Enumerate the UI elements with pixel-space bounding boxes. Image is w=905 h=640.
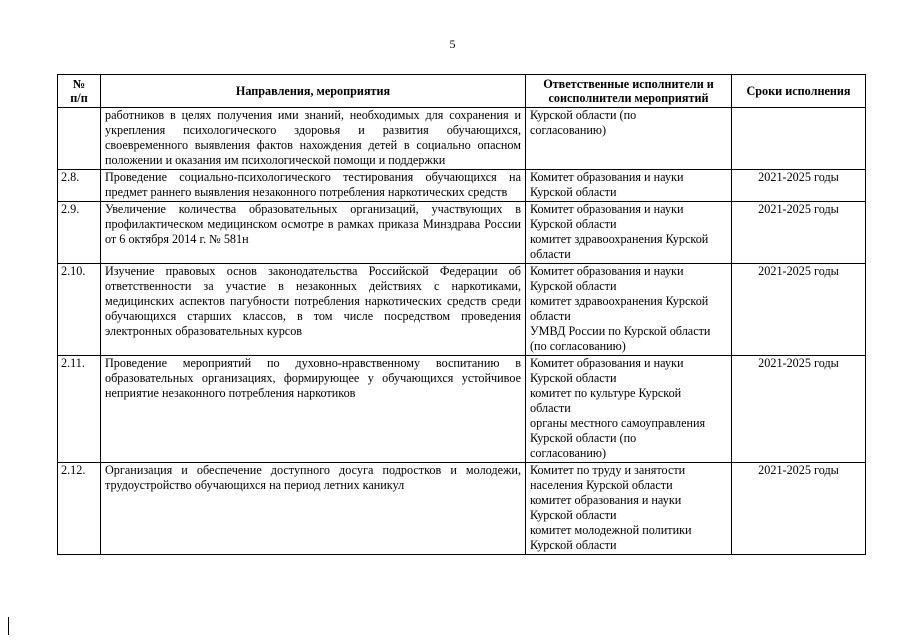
- row-number: 2.12.: [58, 463, 101, 555]
- row-number: 2.9.: [58, 202, 101, 264]
- table-row: [58, 108, 866, 170]
- responsible-line: Комитет образования и науки: [530, 264, 684, 278]
- responsible-line: Комитет образования и науки: [530, 356, 684, 370]
- row-number: 2.8.: [58, 170, 101, 202]
- responsible-line: комитет здравоохранения Курской: [530, 294, 709, 308]
- responsible-line: комитет молодежной политики: [530, 523, 692, 537]
- responsible-line: (по согласованию): [530, 339, 626, 353]
- responsible-line: области: [530, 247, 571, 261]
- page-edge-mark: [8, 617, 9, 635]
- header-direction: Направления, мероприятия: [101, 75, 526, 108]
- responsible-line: области: [530, 401, 571, 415]
- measures-table: [57, 74, 866, 555]
- responsible-line: Курской области (по: [530, 431, 637, 445]
- table-row: [58, 202, 866, 264]
- responsible-line: органы местного самоуправления: [530, 416, 706, 430]
- header-num: [58, 75, 101, 108]
- responsible-line: Курской области: [530, 185, 617, 199]
- page-number: 5: [449, 37, 456, 51]
- row-term: 2021-2025 годы: [732, 463, 866, 555]
- row-responsible: [526, 202, 732, 264]
- responsible-line: Курской области: [530, 538, 617, 552]
- responsible-line: Курской области: [530, 371, 617, 385]
- responsible-line: УМВД России по Курской области: [530, 324, 711, 338]
- responsible-line: Комитет образования и науки: [530, 170, 684, 184]
- header-num-line: п/п: [70, 91, 88, 105]
- table-body: [58, 108, 866, 555]
- row-direction: работников в целях получения ими знаний, необходимых для сохранения и укрепления психологического здоровья и развития обучающихся, своевременного выявления фактов нахождения детей в социально опасном положении и оказания им психологической помощи и поддержки: [101, 108, 526, 170]
- responsible-line: Курской области: [530, 217, 617, 231]
- responsible-line: Курской области (по: [530, 108, 637, 122]
- row-direction: Изучение правовых основ законодательства Российской Федерации об ответственности за участие в незаконных действиях с наркотиками, медицинских аспектов пагубности потребления наркотических средств среди обучающихся старших классов, в том числе посредством проведения электронных образовательных курсов: [101, 264, 526, 356]
- header-num-line: №: [72, 77, 86, 91]
- responsible-line: комитет по культуре Курской: [530, 386, 682, 400]
- row-responsible: [526, 170, 732, 202]
- table-row: [58, 356, 866, 463]
- responsible-line: области: [530, 309, 571, 323]
- header-terms: Сроки исполнения: [732, 75, 866, 108]
- responsible-line: населения Курской области: [530, 478, 673, 492]
- responsible-line: Курской области: [530, 279, 617, 293]
- responsible-line: комитет образования и науки: [530, 493, 682, 507]
- table-row: [58, 463, 866, 555]
- row-responsible: [526, 264, 732, 356]
- row-term: 2021-2025 годы: [732, 170, 866, 202]
- row-responsible: [526, 463, 732, 555]
- responsible-line: согласованию): [530, 446, 607, 460]
- row-number: [58, 108, 101, 170]
- responsible-line: Курской области: [530, 508, 617, 522]
- row-direction: Увеличение количества образовательных организаций, участвующих в профилактическом медицинском осмотре в рамках приказа Минздрава России от 6 октября 2014 г. № 581н: [101, 202, 526, 264]
- header-responsible-line: Ответственные исполнители и: [543, 77, 714, 91]
- responsible-line: Комитет по труду и занятости: [530, 463, 686, 477]
- responsible-line: Комитет образования и науки: [530, 202, 684, 216]
- row-direction: Проведение мероприятий по духовно-нравственному воспитанию в образовательных организациях, формирующее у обучающихся устойчивое неприятие незаконного потребления наркотиков: [101, 356, 526, 463]
- responsible-line: комитет здравоохранения Курской: [530, 232, 709, 246]
- row-responsible: [526, 108, 732, 170]
- row-direction: Проведение социально-психологического тестирования обучающихся на предмет раннего выявления незаконного потребления наркотических средств: [101, 170, 526, 202]
- row-term: 2021-2025 годы: [732, 356, 866, 463]
- header-responsible-line: соисполнители мероприятий: [548, 91, 709, 105]
- table-row: [58, 170, 866, 202]
- header-responsible: [526, 75, 732, 108]
- row-term: 2021-2025 годы: [732, 202, 866, 264]
- row-term: [732, 108, 866, 170]
- table-header-row: [58, 75, 866, 108]
- responsible-line: согласованию): [530, 123, 607, 137]
- row-term: 2021-2025 годы: [732, 264, 866, 356]
- row-number: 2.10.: [58, 264, 101, 356]
- row-number: 2.11.: [58, 356, 101, 463]
- table-row: [58, 264, 866, 356]
- row-responsible: [526, 356, 732, 463]
- row-direction: Организация и обеспечение доступного досуга подростков и молодежи, трудоустройство обучающихся на период летних каникул: [101, 463, 526, 555]
